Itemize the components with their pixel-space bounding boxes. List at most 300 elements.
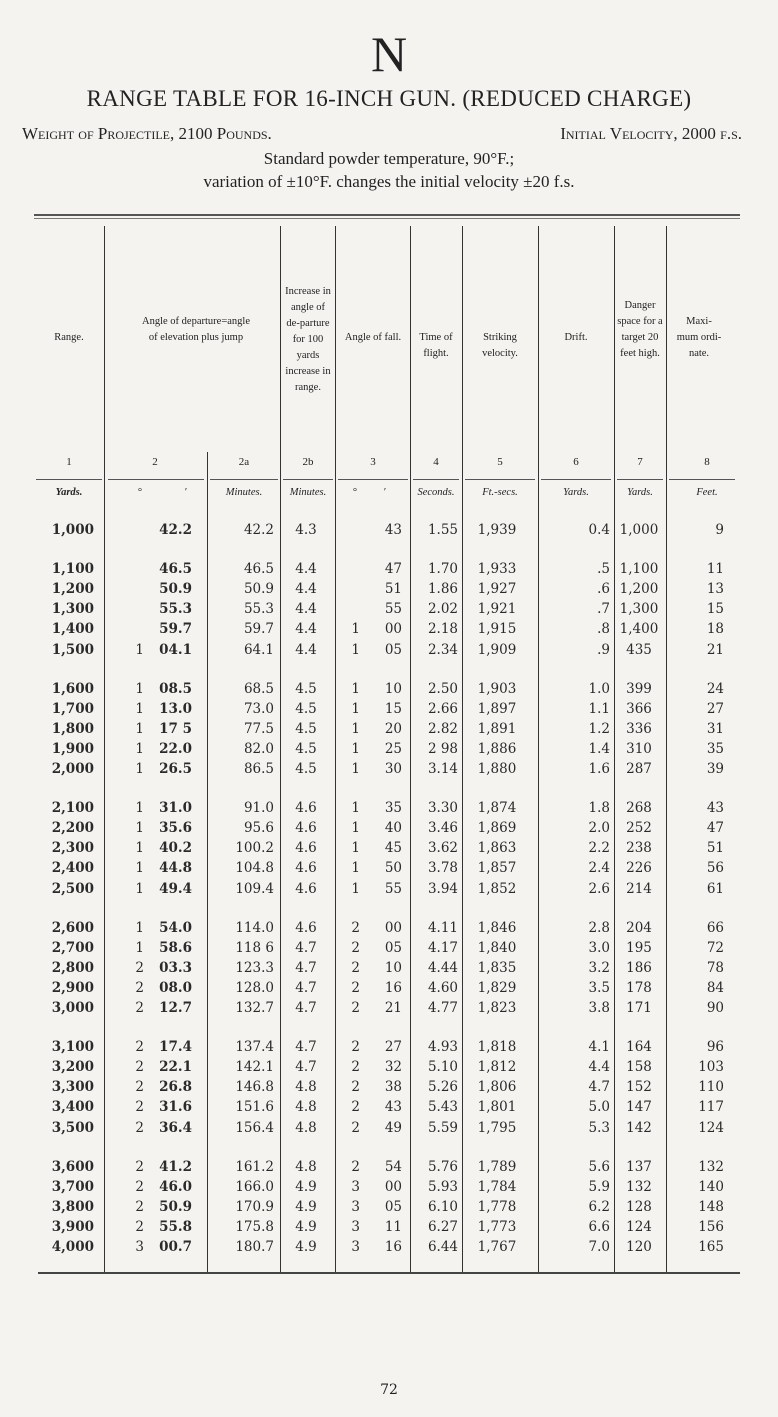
- max-ordinate-cell: 148: [698, 1198, 724, 1215]
- departure-degrees-cell: 1: [135, 800, 144, 817]
- departure-minutes-cell: 31.6: [159, 1099, 192, 1116]
- time-of-flight-cell: 2.02: [427, 601, 458, 618]
- departure-degrees-cell: 2: [135, 1198, 144, 1215]
- increase-cell: 4.7: [295, 939, 317, 956]
- departure-minutes-cell: 00.7: [159, 1239, 192, 1255]
- range-cell: 1,300: [51, 601, 94, 618]
- table-top-rule: [34, 214, 740, 219]
- header-max-ordinate: Maxi-mum ordi-nate.: [676, 316, 722, 359]
- departure-minutes-cell: 12.7: [159, 1000, 192, 1016]
- max-ordinate-cell: 13: [706, 581, 724, 598]
- time-of-flight-cell: 4.77: [427, 1000, 458, 1016]
- fall-minutes-cell: 10: [384, 680, 402, 697]
- unit-label: °: [352, 487, 358, 498]
- page-title: RANGE TABLE FOR 16-INCH GUN. (REDUCED CHARGE): [86, 86, 692, 111]
- departure-minutes-cell: 44.8: [159, 860, 192, 877]
- departure-degrees-cell: 2: [135, 979, 144, 996]
- departure-minutes-cell: 59.7: [159, 621, 192, 638]
- time-of-flight-cell: 4.11: [427, 919, 458, 936]
- danger-space-cell: 147: [626, 1099, 652, 1116]
- range-cell: 1,700: [51, 700, 94, 717]
- striking-velocity-cell: 1,773: [477, 1218, 517, 1235]
- departure-degrees-cell: 1: [135, 641, 144, 658]
- danger-space-cell: 164: [626, 1039, 652, 1056]
- departure-minutes-cell: 46.0: [159, 1178, 192, 1195]
- table-row: [0, 920, 778, 940]
- departure-minutes-cell: 42.2: [159, 522, 192, 538]
- unit-label: Feet.: [696, 487, 718, 498]
- drift-cell: 2.2: [588, 840, 610, 857]
- departure-degrees-cell: 3: [135, 1239, 144, 1255]
- fall-degrees-cell: 1: [351, 820, 360, 837]
- increase-cell: 4.8: [295, 1158, 317, 1175]
- column-number: 1: [66, 456, 72, 468]
- header-rule: [669, 479, 735, 480]
- increase-cell: 4.5: [295, 761, 317, 777]
- drift-cell: 2.6: [588, 880, 610, 897]
- danger-space-cell: 178: [626, 979, 652, 996]
- time-of-flight-cell: 3.94: [427, 880, 458, 897]
- max-ordinate-cell: 140: [698, 1178, 724, 1195]
- range-cell: 3,200: [51, 1059, 94, 1076]
- departure-minutes-cell: 50.9: [159, 581, 192, 598]
- danger-space-cell: 287: [626, 761, 652, 777]
- fall-minutes-cell: 49: [384, 1119, 402, 1136]
- drift-cell: 3.0: [588, 939, 610, 956]
- departure-total-minutes-cell: 118 6: [235, 939, 274, 956]
- range-cell: 2,900: [51, 979, 94, 996]
- increase-cell: 4.9: [295, 1198, 317, 1215]
- fall-minutes-cell: 16: [384, 1239, 402, 1255]
- fall-minutes-cell: 05: [384, 939, 402, 956]
- fall-minutes-cell: 21: [384, 1000, 402, 1016]
- departure-total-minutes-cell: 68.5: [243, 680, 274, 697]
- fall-degrees-cell: 2: [351, 1039, 360, 1056]
- striking-velocity-cell: 1,903: [477, 680, 517, 697]
- time-of-flight-cell: 4.60: [427, 979, 458, 996]
- danger-space-cell: 366: [626, 700, 652, 717]
- departure-degrees-cell: 2: [135, 1079, 144, 1096]
- table-row: [0, 940, 778, 960]
- column-number: 4: [433, 456, 439, 468]
- departure-total-minutes-cell: 95.6: [243, 820, 274, 837]
- departure-minutes-cell: 46.5: [159, 561, 192, 578]
- time-of-flight-cell: 4.93: [427, 1039, 458, 1056]
- column-number: 7: [637, 456, 643, 468]
- danger-space-cell: 399: [626, 680, 652, 697]
- range-cell: 3,900: [51, 1218, 94, 1235]
- max-ordinate-cell: 66: [706, 919, 724, 936]
- drift-cell: .9: [597, 641, 610, 658]
- danger-space-cell: 158: [626, 1059, 652, 1076]
- unit-label: Minutes.: [225, 487, 263, 498]
- time-of-flight-cell: 5.93: [427, 1178, 458, 1195]
- departure-total-minutes-cell: 55.3: [243, 601, 274, 618]
- max-ordinate-cell: 11: [706, 561, 724, 578]
- table-row: [0, 1239, 778, 1259]
- fall-minutes-cell: 11: [384, 1218, 402, 1235]
- striking-velocity-cell: 1,897: [477, 700, 517, 717]
- header-range: Range.: [54, 332, 84, 343]
- fall-degrees-cell: 1: [351, 740, 360, 757]
- drift-cell: 2.0: [588, 820, 610, 837]
- drift-cell: 1.6: [588, 761, 610, 777]
- increase-cell: 4.3: [295, 522, 317, 538]
- danger-space-cell: 120: [626, 1239, 652, 1255]
- drift-cell: 5.9: [588, 1178, 610, 1195]
- departure-minutes-cell: 40.2: [159, 840, 192, 857]
- table-row: [0, 1059, 778, 1079]
- danger-space-cell: 310: [626, 740, 652, 757]
- fall-minutes-cell: 40: [384, 820, 402, 837]
- column-number: 6: [573, 456, 579, 468]
- departure-minutes-cell: 17 5: [159, 720, 192, 737]
- departure-total-minutes-cell: 114.0: [235, 919, 274, 936]
- fall-degrees-cell: 1: [351, 641, 360, 658]
- drift-cell: 1.0: [588, 680, 610, 697]
- time-of-flight-cell: 2 98: [427, 740, 458, 757]
- increase-cell: 4.7: [295, 979, 317, 996]
- table-row: [0, 1000, 778, 1020]
- fall-minutes-cell: 47: [384, 561, 402, 578]
- striking-velocity-cell: 1,880: [477, 761, 517, 777]
- fall-minutes-cell: 32: [384, 1059, 402, 1076]
- departure-total-minutes-cell: 123.3: [235, 959, 274, 976]
- table-row: [0, 701, 778, 721]
- range-cell: 2,700: [51, 939, 94, 956]
- drift-cell: 3.2: [588, 959, 610, 976]
- table-row: [0, 1099, 778, 1119]
- departure-minutes-cell: 50.9: [159, 1198, 192, 1215]
- departure-total-minutes-cell: 109.4: [235, 880, 274, 897]
- fall-minutes-cell: 15: [384, 700, 402, 717]
- fall-minutes-cell: 00: [384, 621, 402, 638]
- departure-minutes-cell: 35.6: [159, 820, 192, 837]
- drift-cell: 5.3: [588, 1119, 610, 1136]
- increase-cell: 4.9: [295, 1218, 317, 1235]
- fall-minutes-cell: 20: [384, 720, 402, 737]
- departure-degrees-cell: 2: [135, 959, 144, 976]
- table-row: [0, 1199, 778, 1219]
- fall-minutes-cell: 25: [384, 740, 402, 757]
- time-of-flight-cell: 5.10: [427, 1059, 458, 1076]
- time-of-flight-cell: 3.62: [427, 840, 458, 857]
- danger-space-cell: 336: [626, 720, 652, 737]
- header-drift: Drift.: [564, 332, 588, 343]
- striking-velocity-cell: 1,767: [477, 1239, 517, 1255]
- fall-degrees-cell: 2: [351, 919, 360, 936]
- max-ordinate-cell: 51: [706, 840, 724, 857]
- max-ordinate-cell: 18: [706, 621, 724, 638]
- departure-total-minutes-cell: 170.9: [235, 1198, 274, 1215]
- increase-cell: 4.6: [295, 820, 317, 837]
- header-rule: [617, 479, 663, 480]
- departure-total-minutes-cell: 146.8: [235, 1079, 274, 1096]
- striking-velocity-cell: 1,795: [477, 1119, 517, 1136]
- drift-cell: 6.6: [588, 1218, 610, 1235]
- time-of-flight-cell: 1.86: [427, 581, 458, 598]
- unit-label: Ft.-secs.: [482, 487, 518, 498]
- increase-cell: 4.4: [295, 641, 317, 658]
- fall-minutes-cell: 00: [384, 919, 402, 936]
- temperature-variation-note: variation of ±10°F. changes the initial velocity ±20 f.s.: [203, 172, 575, 191]
- increase-cell: 4.4: [295, 601, 317, 618]
- departure-degrees-cell: 2: [135, 1039, 144, 1056]
- column-number: 2: [152, 456, 158, 468]
- increase-cell: 4.9: [295, 1178, 317, 1195]
- table-row: [0, 741, 778, 761]
- increase-cell: 4.7: [295, 1000, 317, 1016]
- max-ordinate-cell: 72: [706, 939, 724, 956]
- time-of-flight-cell: 2.82: [427, 720, 458, 737]
- unit-label: ′: [184, 487, 188, 498]
- fall-degrees-cell: 2: [351, 1059, 360, 1076]
- striking-velocity-cell: 1,933: [477, 561, 517, 578]
- column-number: 2a: [238, 456, 250, 468]
- departure-total-minutes-cell: 180.7: [235, 1239, 274, 1255]
- unit-label: °: [137, 487, 143, 498]
- table-row: [0, 581, 778, 601]
- max-ordinate-cell: 132: [698, 1158, 724, 1175]
- striking-velocity-cell: 1,840: [477, 939, 517, 956]
- departure-total-minutes-cell: 59.7: [243, 621, 274, 638]
- max-ordinate-cell: 84: [706, 979, 724, 996]
- danger-space-cell: 1,400: [619, 621, 659, 638]
- table-row: [0, 1120, 778, 1140]
- danger-space-cell: 195: [626, 939, 652, 956]
- danger-space-cell: 128: [626, 1198, 652, 1215]
- danger-space-cell: 124: [626, 1218, 652, 1235]
- time-of-flight-cell: 1.70: [427, 561, 458, 578]
- table-row: [0, 601, 778, 621]
- header-danger-space: Danger space for a target 20 feet high.: [617, 300, 663, 359]
- max-ordinate-cell: 61: [706, 880, 724, 897]
- departure-degrees-cell: 2: [135, 1099, 144, 1116]
- departure-minutes-cell: 22.1: [159, 1059, 192, 1076]
- departure-minutes-cell: 17.4: [159, 1039, 192, 1056]
- drift-cell: 0.4: [588, 522, 610, 538]
- table-bottom-rule: [38, 1272, 740, 1274]
- fall-minutes-cell: 38: [384, 1079, 402, 1096]
- fall-degrees-cell: 1: [351, 880, 360, 897]
- fall-degrees-cell: 2: [351, 959, 360, 976]
- range-cell: 1,200: [51, 581, 94, 598]
- table-row: [0, 1079, 778, 1099]
- table-row: [0, 1179, 778, 1199]
- time-of-flight-cell: 4.44: [427, 959, 458, 976]
- max-ordinate-cell: 39: [706, 761, 724, 777]
- fall-degrees-cell: 2: [351, 1079, 360, 1096]
- departure-minutes-cell: 31.0: [159, 800, 192, 817]
- table-row: [0, 1039, 778, 1059]
- range-cell: 2,600: [51, 919, 94, 936]
- max-ordinate-cell: 110: [698, 1079, 724, 1096]
- fall-minutes-cell: 43: [384, 522, 402, 538]
- striking-velocity-cell: 1,863: [477, 840, 517, 857]
- striking-velocity-cell: 1,778: [477, 1198, 517, 1215]
- increase-cell: 4.5: [295, 680, 317, 697]
- striking-velocity-cell: 1,846: [477, 919, 517, 936]
- fall-degrees-cell: 2: [351, 1000, 360, 1016]
- max-ordinate-cell: 24: [706, 680, 724, 697]
- striking-velocity-cell: 1,886: [477, 740, 517, 757]
- range-cell: 3,700: [51, 1178, 94, 1195]
- departure-minutes-cell: 36.4: [159, 1119, 192, 1136]
- time-of-flight-cell: 2.66: [427, 700, 458, 717]
- fall-degrees-cell: 2: [351, 1119, 360, 1136]
- column-number: 2b: [302, 456, 314, 468]
- drift-cell: 5.0: [588, 1099, 610, 1116]
- fall-degrees-cell: 2: [351, 1099, 360, 1116]
- header-striking-velocity: Striking velocity.: [482, 332, 518, 359]
- increase-cell: 4.8: [295, 1119, 317, 1136]
- departure-degrees-cell: 1: [135, 680, 144, 697]
- range-cell: 3,600: [51, 1158, 94, 1175]
- departure-total-minutes-cell: 166.0: [235, 1178, 274, 1195]
- max-ordinate-cell: 78: [706, 959, 724, 976]
- table-row: [0, 980, 778, 1000]
- increase-cell: 4.5: [295, 720, 317, 737]
- fall-minutes-cell: 43: [384, 1099, 402, 1116]
- column-number: 5: [497, 456, 503, 468]
- time-of-flight-cell: 5.26: [427, 1079, 458, 1096]
- drift-cell: 4.1: [588, 1039, 610, 1056]
- fall-degrees-cell: 1: [351, 720, 360, 737]
- increase-cell: 4.4: [295, 581, 317, 598]
- departure-total-minutes-cell: 142.1: [235, 1059, 274, 1076]
- increase-cell: 4.6: [295, 880, 317, 897]
- range-cell: 2,200: [51, 820, 94, 837]
- range-cell: 1,800: [51, 720, 94, 737]
- fall-minutes-cell: 35: [384, 800, 402, 817]
- increase-cell: 4.4: [295, 621, 317, 638]
- departure-minutes-cell: 26.5: [159, 761, 192, 777]
- departure-minutes-cell: 49.4: [159, 880, 192, 897]
- table-row: [0, 522, 778, 542]
- time-of-flight-cell: 2.50: [427, 680, 458, 697]
- fall-minutes-cell: 16: [384, 979, 402, 996]
- range-cell: 4,000: [51, 1239, 94, 1255]
- increase-cell: 4.6: [295, 860, 317, 877]
- departure-degrees-cell: 1: [135, 740, 144, 757]
- fall-minutes-cell: 00: [384, 1178, 402, 1195]
- departure-minutes-cell: 26.8: [159, 1079, 192, 1096]
- departure-total-minutes-cell: 161.2: [235, 1158, 274, 1175]
- departure-degrees-cell: 1: [135, 919, 144, 936]
- departure-minutes-cell: 55.8: [159, 1218, 192, 1235]
- danger-space-cell: 238: [626, 840, 652, 857]
- unit-label: Yards.: [627, 487, 653, 498]
- danger-space-cell: 142: [626, 1119, 652, 1136]
- time-of-flight-cell: 2.18: [427, 621, 458, 638]
- fall-degrees-cell: 2: [351, 1158, 360, 1175]
- header-rule: [465, 479, 535, 480]
- fall-degrees-cell: 3: [351, 1218, 360, 1235]
- danger-space-cell: 137: [626, 1158, 652, 1175]
- drift-cell: 2.4: [588, 860, 610, 877]
- fall-degrees-cell: 3: [351, 1198, 360, 1215]
- range-cell: 1,900: [51, 740, 94, 757]
- fall-degrees-cell: 3: [351, 1178, 360, 1195]
- header-rule: [413, 479, 459, 480]
- drift-cell: 4.4: [588, 1059, 610, 1076]
- striking-velocity-cell: 1,909: [477, 641, 517, 658]
- departure-minutes-cell: 22.0: [159, 740, 192, 757]
- striking-velocity-cell: 1,869: [477, 820, 517, 837]
- time-of-flight-cell: 6.27: [427, 1218, 458, 1235]
- max-ordinate-cell: 27: [706, 700, 724, 717]
- departure-total-minutes-cell: 156.4: [235, 1119, 274, 1136]
- table-row: [0, 1219, 778, 1239]
- striking-velocity-cell: 1,801: [477, 1099, 517, 1116]
- departure-degrees-cell: 1: [135, 880, 144, 897]
- column-number: 3: [370, 456, 376, 468]
- header-rule: [283, 479, 333, 480]
- drift-cell: 1.8: [588, 800, 610, 817]
- column-number: 8: [704, 456, 710, 468]
- table-row: [0, 621, 778, 641]
- striking-velocity-cell: 1,852: [477, 880, 517, 897]
- max-ordinate-cell: 117: [698, 1099, 724, 1116]
- table-row: [0, 800, 778, 820]
- striking-velocity-cell: 1,915: [477, 621, 517, 638]
- max-ordinate-cell: 31: [706, 720, 724, 737]
- drift-cell: 1.1: [588, 700, 610, 717]
- increase-cell: 4.9: [295, 1239, 317, 1255]
- table-row: [0, 721, 778, 741]
- danger-space-cell: 1,000: [619, 522, 659, 538]
- range-cell: 1,600: [51, 680, 94, 697]
- departure-minutes-cell: 13.0: [159, 700, 192, 717]
- drift-cell: .8: [597, 621, 610, 638]
- drift-cell: 5.6: [588, 1158, 610, 1175]
- range-cell: 3,300: [51, 1079, 94, 1096]
- header-time-flight: Time of flight.: [419, 332, 453, 359]
- time-of-flight-cell: 6.10: [427, 1198, 458, 1215]
- fall-minutes-cell: 30: [384, 761, 402, 777]
- fall-minutes-cell: 55: [384, 880, 402, 897]
- fall-degrees-cell: 1: [351, 800, 360, 817]
- max-ordinate-cell: 15: [706, 601, 724, 618]
- danger-space-cell: 252: [626, 820, 652, 837]
- increase-cell: 4.5: [295, 700, 317, 717]
- departure-degrees-cell: 2: [135, 1119, 144, 1136]
- header-angle-departure: Angle of departure=angle of elevation plus jump: [142, 316, 250, 343]
- table-row: [0, 960, 778, 980]
- departure-degrees-cell: 2: [135, 1158, 144, 1175]
- unit-label: Yards.: [563, 487, 589, 498]
- danger-space-cell: 132: [626, 1178, 652, 1195]
- fall-minutes-cell: 45: [384, 840, 402, 857]
- time-of-flight-cell: 1.55: [427, 522, 458, 538]
- fall-degrees-cell: 1: [351, 860, 360, 877]
- max-ordinate-cell: 47: [706, 820, 724, 837]
- danger-space-cell: 435: [626, 641, 652, 658]
- header-rule: [36, 479, 102, 480]
- drift-cell: 7.0: [588, 1239, 610, 1255]
- striking-velocity-cell: 1,784: [477, 1178, 517, 1195]
- increase-cell: 4.7: [295, 1059, 317, 1076]
- departure-degrees-cell: 1: [135, 700, 144, 717]
- fall-degrees-cell: 3: [351, 1239, 360, 1255]
- departure-total-minutes-cell: 151.6: [235, 1099, 274, 1116]
- appendix-letter: N: [370, 26, 408, 82]
- max-ordinate-cell: 90: [706, 1000, 724, 1016]
- danger-space-cell: 214: [626, 880, 652, 897]
- time-of-flight-cell: 6.44: [427, 1239, 458, 1255]
- danger-space-cell: 1,100: [619, 561, 659, 578]
- departure-total-minutes-cell: 86.5: [243, 761, 274, 777]
